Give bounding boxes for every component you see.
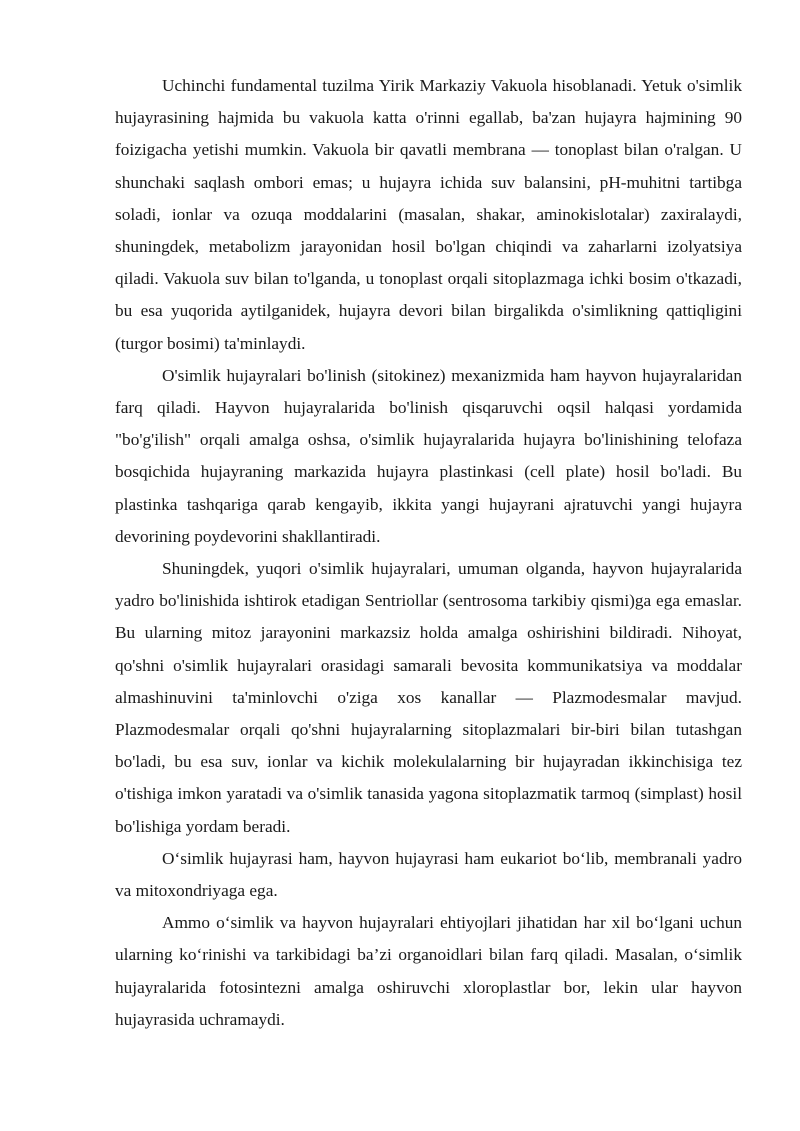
paragraph-differences: Ammo o‘simlik va hayvon hujayralari ehtiyojlari jihatidan har xil bo‘lgani uchun ularning ko‘rinishi va tarkibidagi ba’zi organoidlari bilan farq qiladi. Masalan, o‘simlik hujayralarida fotosintezni amalga oshiruvchi xloroplastlar bor, lekin ular hayvon hujayrasida uchramaydi. bbox=[115, 913, 742, 1029]
paragraph-vacuole: Uchinchi fundamental tuzilma Yirik Markaziy Vakuola hisoblanadi. Yetuk o'simlik hujayrasining hajmida bu vakuola katta o'rinni egallab, ba'zan hujayra hajmining 90 foizigacha yetishi mumkin. Vakuola bir qavatli membrana — tonoplast bilan o'ralgan. U shunchaki saqlash ombori emas; u hujayra ichida suv balansini, pH-muhitni tartibga soladi, ionlar va ozuqa moddalarini (masalan, shakar, aminokislotalar) zaxiralaydi, shuningdek, metabolizm jarayonidan hosil bo'lgan chiqindi va zaharlarni izolyatsiya qiladi. Vakuola suv bilan to'lganda, u tonoplast orqali sitoplazmaga ichki bosim o'tkazadi, bu esa yuqorida aytilganidek, hujayra devori bilan birgalikda o'simlikning qattiqligini (turgor bosimi) ta'minlaydi. bbox=[115, 76, 742, 353]
paragraph-eukaryote: O‘simlik hujayrasi ham, hayvon hujayrasi ham eukariot bo‘lib, membranali yadro va mitoxondriyaga ega. bbox=[115, 848, 742, 901]
paragraph-cytokinesis: O'simlik hujayralari bo'linish (sitokinez) mexanizmida ham hayvon hujayralaridan farq qiladi. Hayvon hujayralarida bo'linish qisqaruvchi oqsil halqasi yordamida "bo'g'ilish" orqali amalga oshsa, o'simlik hujayralarida hujayra bo'linishining telofaza bosqichida hujayraning markazida hujayra plastinkasi (cell plate) hosil bo'ladi. Bu plastinka tashqariga qarab kengayib, ikkita yangi hujayrani ajratuvchi yangi hujayra devorining poydevorini shakllantiradi. bbox=[115, 365, 742, 546]
document-page bbox=[115, 70, 742, 1036]
paragraph-centrioles-plasmodesmata: Shuningdek, yuqori o'simlik hujayralari, umuman olganda, hayvon hujayralarida yadro bo'linishida ishtirok etadigan Sentriollar (sentrosoma tarkibiy qismi)ga ega emaslar. Bu ularning mitoz jarayonini markazsiz holda amalga oshirishini bildiradi. Nihoyat, qo'shni o'simlik hujayralari orasidagi samarali bevosita kommunikatsiya va moddalar almashinuvini ta'minlovchi o'ziga xos kanallar — Plazmodesmalar mavjud. Plazmodesmalar orqali qo'shni hujayralarning sitoplazmalari bir-biri bilan tutashgan bo'ladi, bu esa suv, ionlar va kichik molekulalarning bir hujayradan ikkinchisiga tez o'tishiga imkon yaratadi va o'simlik tanasida yagona sitoplazmatik tarmoq (simplast) hosil bo'lishiga yordam beradi. bbox=[115, 559, 742, 836]
